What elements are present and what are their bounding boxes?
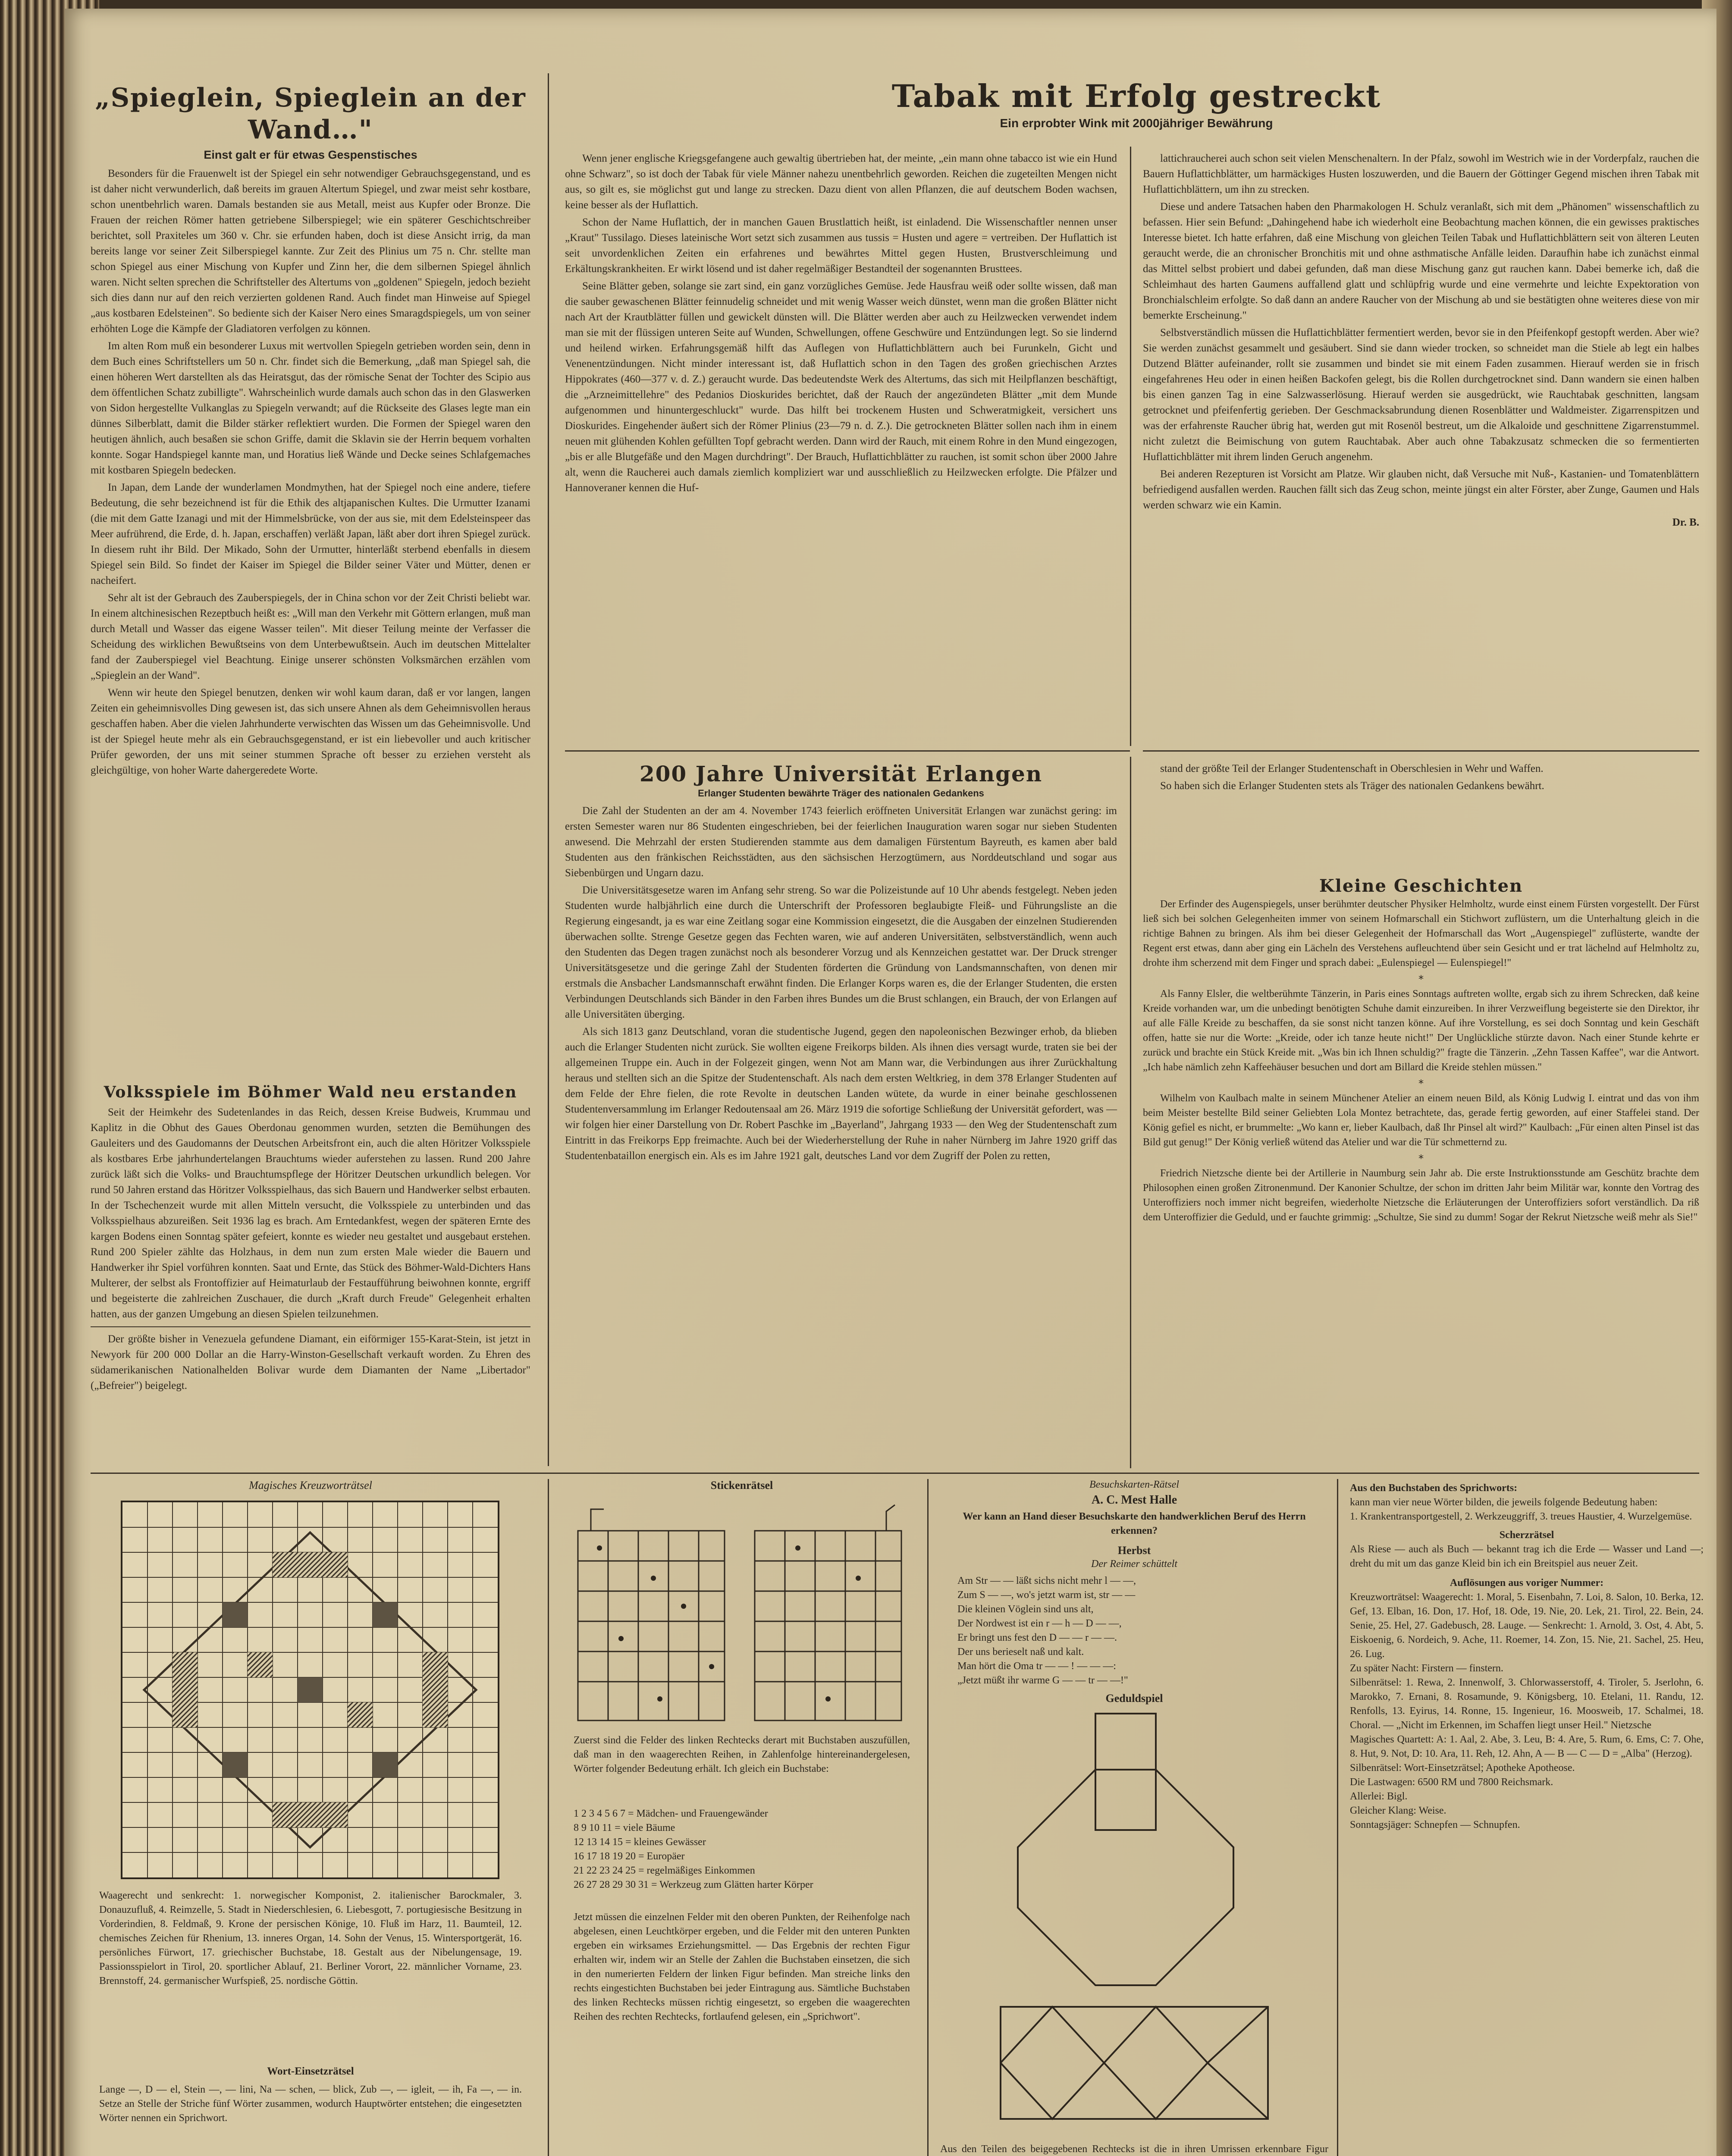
herbst-poem — [957, 1574, 1328, 1688]
visit-question: Wer kann an Hand dieser Besuchskarte den handwerklichen Beruf des Herrn erkennen? — [963, 1511, 1306, 1536]
column-rule — [548, 73, 549, 1466]
column-rule — [1337, 1479, 1338, 2156]
paragraph: lattichraucherei auch schon seit vielen Menschenaltern. In der Pfalz, sowohl im Westrich wie in der Vorderpfalz, rauchen die Bauern Huflattichblätter, um harmäckiges Husten loszuwerden, und die Bauern der Göttinger Gegend mischen ihren Tabak mit Huflattichblättern, um ihn zu strecken. — [1143, 153, 1699, 195]
stick-row: 26 27 28 29 30 31 = Werkzeug zum Glätten harter Körper — [574, 1879, 813, 1890]
paragraph: Sehr alt ist der Gebrauch des Zauberspiegels, der in China schon vor der Zeit Christi beliebt war. In einem altchinesischen Rezeptbuch heißt es: „Will man den Verkehr mit Göttern erlangen, muß man durch Metall und Wasser das eigene Wasser teilen". Mit dieser Teilung meinte der Verfasser die Scheidung des wirklichen Bewußtseins von dem Unterbewußtsein. Auch im deutschen Mittelalter fand der Zauberspiegel viel Beachtung. Einige unserer schönsten Volksmärchen erzählen vom „Spieglein an der Wand". — [91, 592, 530, 681]
puzzle-title: Scherzrätsel — [1499, 1529, 1554, 1541]
column-rule — [548, 1479, 549, 2156]
paragraph: Wenn jener englische Kriegsgefangene auch gewaltig übertrieben hat, der meinte, „ein mann ohne tabacco ist wie ein Hund ohne Schwarz", so ist doch der Tabak für viele Männer nahezu unentbehrlich geworden. Reichen die zugeteilten Mengen nicht aus, so gilt es, sie möglichst gut und lange zu strecken. Dazu dient von allen Pflanzen, die auf deutschem Boden wachsen, keine besser als der Huflattich. — [565, 153, 1117, 211]
stick-row: 12 13 14 15 = kleines Gewässer — [574, 1836, 706, 1848]
article-title: Volksspiele im Böhmer Wald neu erstanden — [104, 1083, 518, 1101]
article-subtitle: Einst galt er für etwas Gespenstisches — [204, 148, 417, 161]
solution-entry: Allerlei: Bigl. — [1350, 1791, 1408, 1802]
article-title: Tabak mit Erfolg gestreckt — [891, 78, 1381, 114]
solution-entry: Gleicher Klang: Weise. — [1350, 1805, 1446, 1816]
geduld-instructions: Aus den Teilen des beigegebenen Rechtecks ist die in ihren Umrissen erkennbare Figur — [940, 2143, 1328, 2155]
poem-line: „Jetzt müßt ihr warme G — — tr — —!" — [957, 1675, 1128, 1686]
separator-star: * — [1418, 1078, 1424, 1090]
solution-entry: Sonntagsjäger: Schnepfen — Schnupfen. — [1350, 1819, 1520, 1830]
paragraph: Die Zahl der Studenten an der am 4. November 1743 feierlich eröffneten Universität Erlangen war zunächst gering: im ersten Semester waren nur 86 Studenten eingeschrieben, bei der feierlichen Inauguration waren sogar nur sieben Studenten anwesend. Die Mehrzahl der ersten Studierenden stammte aus dem damaligen Fürstentum Bayreuth, es kamen aber bald Studenten aus den fränkischen Reichsstädten, aus den sächsischen Herzogtümern, aus Norddeutschland und sogar aus Siebenbürgen und Ungarn dazu. — [565, 805, 1117, 879]
separator-star: * — [1418, 973, 1424, 985]
stick-rows — [574, 1807, 910, 1892]
puzzle-subtitle: Der Reimer schüttelt — [1091, 1558, 1177, 1570]
paragraph: Die Universitätsgesetze waren im Anfang sehr streng. So war die Polizeistunde auf 10 Uhr abends festgelegt. Neben jeden Studenten wurde halbjährlich eine durch die Unterschrift der Professoren beglaubigte Fleiß- und Führungsliste an die Regierung eingesandt, ja es war eine Zeitlang sogar eine Kommission eingesetzt, die die Ausgaben der einzelnen Studierenden überwachen sollte. Strenge Gesetze gegen das Fechten waren, wie auf anderen Universitäten, selbstverständlich, wenn auch den Studenten das Degen tragen zunächst noch als besonderer Vorzug und als Kennzeichen gestattet war. Der Druck strenger Universitätsgesetze und die geringe Zahl der Studenten förderten die Gründung von Landsmannschaften, von denen mir erstmals die Ansbacher Landsmannschaft erwähnt finden. Die Erlanger Korps waren es, die der Erlanger Studenten, die ersten Verbindungen Deutschlands sich Bänder in den Farben ihres Bundes um die Brust schlangen, ein Brauch, der von Erlangen auf alle Universitäten überging. — [565, 884, 1117, 1020]
article-body — [91, 1105, 530, 1394]
paragraph: stand der größte Teil der Erlanger Studentenschaft in Oberschlesien in Wehr und Waffen. — [1160, 763, 1544, 774]
solution-entry: Silbenrätsel: Wort-Einsetzrätsel; Apotheke Apotheose. — [1350, 1762, 1575, 1774]
wort-clues: Lange —, D — el, Stein —, — lini, Na — schen, — blick, Zub —, — igleit, — ih, Fa —, — in. Setze an Stelle der Striche fünf Wörter zusammen, wodurch Hauptwörter entstehen; die eingesetzten Wörter nennen ein Sprichwort. — [99, 2084, 522, 2124]
article-body — [565, 803, 1117, 1164]
paragraph: Als sich 1813 ganz Deutschland, voran die studentische Jugend, gegen den napoleonischen Bezwinger erhob, da blieben auch die Erlanger Studenten nicht zurück. Sie wollten eigene Freikorps bilden. Als ihnen dies versagt wurde, traten sie bei der allgemeinen Truppe ein. Auch in der Folgezeit gingen, wenn Not am Mann war, die Verbindungen aus ihrer Zurückhaltung heraus und stellten sich an die Spitze der Studentenschaft. Als nach dem ersten Weltkrieg, in dem 378 Erlanger Studenten auf dem Felde der Ehre fielen, die rote Revolte in deutschen Landen wütete, da wurde in einer beinahe geschlossenen Studentenversammlung im Erlanger Redoutensaal am 26. März 1919 die sofortige Schließung der Universität gefordert, was — wir folgen hier einer Darstellung von Dr. Robert Paschke im „Bayerland", Jahrgang 1933 — den Weg der Studentenschaft zum Eintritt in das Freikorps Epp freimachte. Auch bei der Wiederherstellung der Ruhe in naher Nürnberg im Jahre 1920 griff das Studentenbataillon energisch ein. Als es im Jahre 1921 galt, deutsches Land vor dem Zugriff der Polen zu retten, — [565, 1026, 1117, 1162]
erlangen-continued — [1143, 761, 1699, 796]
poem-line: Der Nordwest ist ein r — h — D — —, — [957, 1618, 1122, 1629]
divider — [91, 1326, 530, 1327]
poem-line: Der uns berieselt naß und kalt. — [957, 1646, 1084, 1658]
news-note: Der größte bisher in Venezuela gefundene Diamant, ein eiförmiger 155-Karat-Stein, ist jetzt in Newyork für 200 000 Dollar an die Harry-Winston-Gesellschaft verkauft worden. Zu Ehren des südamerikanischen Nationalhelden Bolivar wurde dem Diamanten der Name „Libertador" („Befreier") beigelegt. — [91, 1333, 530, 1391]
article-erlangen — [565, 761, 1117, 1166]
visiting-card: A. C. Mest Halle — [1091, 1493, 1177, 1507]
author: Dr. B. — [1672, 517, 1699, 528]
article-title: 200 Jahre Universität Erlangen — [639, 761, 1043, 787]
puzzle-title: Besuchskarten-Rätsel — [1089, 1479, 1179, 1490]
column-rule — [1130, 147, 1131, 746]
puzzle-text: Als Riese — auch als Buch — bekannt trag ich die Erde — Wasser und Land —; dreht du mit um das ganze Kleid bin ich ein Breitspiel aus neuer Zeit. — [1350, 1544, 1704, 1569]
puzzle-text: kann man vier neue Wörter bilden, die jeweils folgende Bedeutung haben: — [1350, 1497, 1658, 1508]
paragraph: So haben sich die Erlanger Studenten stets als Träger des nationalen Gedankens bewährt. — [1160, 780, 1544, 792]
solution-entry: Magisches Quartett: A: 1. Aal, 2. Abe, 3. Leu, B: 4. Are, 5. Rum, 6. Ems, C: 7. Ohe, 8. Hut, 9. Not, D: 10. Ara, 11. Reh, 12. Ahn, A — B — C — D = „Alba" (Herzog). — [1350, 1734, 1704, 1759]
article-spieglein — [91, 82, 530, 780]
tabak-col-right — [1143, 151, 1699, 530]
column-rule — [927, 1479, 929, 2156]
solution-entry: Die Lastwagen: 6500 RM und 7800 Reichsmark. — [1350, 1777, 1553, 1788]
stick-row: 21 22 23 24 25 = regelmäßiges Einkommen — [574, 1865, 755, 1876]
crossword-clues: Waagerecht und senkrecht: 1. norwegischer Komponist, 2. italienischer Barockmaler, 3. Donauzufluß, 4. Reimzelle, 5. Stadt in Niederschlesien, 6. Liebesgott, 7. portugiesische Besitzung in Vorderindien, 8. Feldmaß, 9. Krone der persischen Könige, 10. Fluß im Harz, 11. Baumteil, 12. chemisches Zeichen für Rhenium, 13. inneres Organ, 14. Sohn der Venus, 15. Wintersportgerät, 16. persönliches Fürwort, 17. griechischer Buchstabe, 18. Gestalt aus der Nibelungensage, 19. Passionsspielort in Tirol, 20. sportlicher Ablauf, 21. Berliner Vorort, 22. männlicher Vorname, 23. Brennstoff, 24. germanischer Wurfspieß, 25. nordische Göttin. — [99, 1890, 522, 1987]
paragraph: Wenn wir heute den Spiegel benutzen, denken wir wohl kaum daran, daß er vor langen, langen Zeiten ein geheimnisvolles Ding gewesen ist, das sich unsere Ahnen als dem Geheimnisvollen heraus geschaffen haben. Aber die vielen Jahrhunderte verwischten das Wissen um das Geheimnisvolle. Und ist der Spiegel heute mehr als ein Gebrauchsgegenstand, er ist ein liebevoller und auch kritischer Prüfer geworden, der uns mit seiner stummen Sprache oft besser zu erziehen versteht als gleichgültige, von hoher Warte dahergeredete Worte. — [91, 687, 530, 776]
article-subtitle: Erlanger Studenten bewährte Träger des nationalen Gedankens — [698, 788, 984, 799]
paragraph: In Japan, dem Lande der wunderlamen Mondmythen, hat der Spiegel noch eine andere, tiefere Bedeutung, die sehr bezeichnend ist für die Ethik des altjapanischen Kultes. Die Urmutter Izanami (die mit dem Gatte Izanagi und mit der Himmelsbrücke, von der aus sie, mit dem Edelsteinspeer das Meer aufrührend, die Erde, d. h. Japan, erschaffen) verläßt Japan, läßt aber dort ihren Spiegel zurück. In diesem ruht ihr Bild. Der Mikado, Sohn der Urmutter, hinterläßt sterbend ebenfalls in diesem Spiegel sein Bild. So findet der Kaiser im Spiegel die Bilder seiner Väter und Mütter, denen er nacheifert. — [91, 482, 530, 586]
stick-figures — [574, 1501, 910, 1725]
solution-entry: Zu später Nacht: Firstern — finstern. — [1350, 1663, 1503, 1674]
article-title: Kleine Geschichten — [1319, 876, 1523, 896]
poem-line: Die kleinen Vöglein sind uns alt, — [957, 1604, 1094, 1615]
poem-line: Man hört die Oma tr — — ! — — —: — [957, 1661, 1116, 1672]
puzzle-text: 1. Krankentransportgestell, 2. Werkzeuggriff, 3. treues Haustier, 4. Wurzelgemüse. — [1350, 1511, 1692, 1522]
solution-entry: Silbenrätsel: 1. Rewa, 2. Innenwolf, 3. Chlorwasserstoff, 4. Tiroler, 5. Jserlohn, 6. Marokko, 7. Ernani, 8. Rosamunde, 9. Königsberg, 10. Etelani, 11. Randu, 12. Renfolls, 13. Eyirus, 14. Ronne, 15. Ingenieur, 16. Moosweib, 17. Schalmei, 18. Choral. — „Nicht im Erkennen, im Schaffen liegt unser Heil." Nietzsche — [1350, 1677, 1704, 1731]
paragraph: Im alten Rom muß ein besonderer Luxus mit wertvollen Spiegeln getrieben worden sein, denn in dem Buch eines Schriftstellers um 50 n. Chr. findet sich die Bemerkung, „daß man Spiegel sah, die einen höheren Wert darstellten als das Heiratsgut, das der römische Senat der Tochter des Scipio aus dem öffentlichen Schatz zubilligte". Wahrscheinlich wurde damals auch schon das in den Glaswerken von Sidon hergestellte Vulkanglas zu Spiegeln verwandt; auf die Rückseite des Glases legte man ein dünnes Silberblatt, damit die Bilder stärker reflektiert wurden. Die Formen der Spiegel waren den heutigen ähnlich, auch besaßen sie schon Griffe, damit die Sklavin sie der Herrin bequem vorhalten konnte. Sogar Handspiegel kannte man, und Horatius ließ Wände und Decke seines Schlafgemaches mit kostbaren Spiegeln bedecken. — [91, 340, 530, 476]
article-tabak — [565, 78, 1708, 139]
paragraph: Seit der Heimkehr des Sudetenlandes in das Reich, dessen Kreise Budweis, Krummau und Kaplitz in die Obhut des Gaues Oberdonau genommen wurden, setzten die Bemühungen des Gauleiters und des Gaudomanns der Deutschen Arbeitsfront ein, auch die alten Höritzer Volksspiele als kostbares Erbe jahrhundertelangen Brauchtums wieder auferstehen zu lassen. Rund 200 Jahre zurück läßt sich die Volks- und Brauchtumspflege der Höritzer Deutschen urkundlich belegen. Vor rund 50 Jahren erstand das Höritzer Volksspielhaus, das sich Bauern und Handwerker selbst erbauten. In der Tschechenzeit wurde mit allen Mitteln versucht, die Volksspiele zu unterbinden und das Volksspielhaus abzureißen. Seit 1936 lag es brach. Am Erntedankfest, wegen der späteren Ernte des kargen Bodens einen Sonntag später gefeiert, konnte es wieder neu gestaltet und ausgebaut erstehen. Rund 200 Spieler zählte das Holzhaus, in dem nun zum ersten Male wieder die Bauern und Handwerker ihr Spiel vorführen konnten. Saat und Ernte, das Stück des Böhmer-Wald-Dichters Hans Multerer, der selbst als Frontoffizier auf Heimaturlaub der Festaufführung beiwohnen konnte, ergriff und begeisterte die zahlreichen Zuschauer, die durch „Kraft durch Freude" Gelegenheit erhalten hatten, aus der ganzen Umgebung an diesen Spielen teilzunehmen. — [91, 1106, 530, 1320]
puzzle-title: Stickenrätsel — [710, 1479, 773, 1492]
column-rule — [1130, 757, 1131, 1468]
paragraph: Als Fanny Elsler, die weltberühmte Tänzerin, in Paris eines Sonntags auftreten wollte, ergab sich zu ihrem Schrecken, daß keine Kreide vorhanden war, um die unbedingt benötigten Schuhe damit einzureiben. In ihrer Verzweiflung begeisterte sie den Direktor, ihr auf alle Fälle Kreide zu beschaffen, da sie sonst nicht tanzen könne. Auf ihre Vorstellung, es sei doch Sonntag und kein Geschäft offen, hatte sie nur die Worte: „Kreide, oder ich tanze heute nicht!" Der Unglückliche stürzte davon. Nach einer Stunde kehrte er zurück und brachte ein Stück Kreide mit. „Was bin ich Ihnen schuldig?" fragte die Tänzerin. „Zehn Tassen Kaffee", war die Antwort. „Ich habe nämlich zehn Kaffeehäuser besuchen und dort am Billard die Kreide stehlen müssen." — [1143, 988, 1699, 1073]
puzzle-title: Wort-Einsetzrätsel — [267, 2065, 354, 2077]
geduld-figures — [940, 1705, 1328, 2145]
newspaper-page — [65, 9, 1716, 2156]
paragraph: Besonders für die Frauenwelt ist der Spiegel ein sehr notwendiger Gebrauchsgegenstand, und es ist daher nicht verwunderlich, daß bereits im grauen Altertum Spiegel, und zwar meist sehr kostbare, schon unentbehrlich waren. Damals bestanden sie aus Metall, meist aus Kupfer oder Bronze. Die Frauen der reichen Römer hatten getriebene Silberspiegel; wie ein späterer Geschichtschreiber berichtet, soll Praxiteles um 360 v. Chr. sie erfunden haben, doch ist diese Ansicht irrig, da man bereits lange vor seiner Zeit Silberspiegel kannte. Zur Zeit des Plinius um 75 n. Chr. stellte man schon Spiegel aus einer Mischung von Kupfer und Zinn her, die dem silbernen Spiegel ähnlich waren. Nicht selten sprechen die Schriftsteller des Altertums von „goldenen" Spiegeln, jedoch bezieht sich dies dann nur auf den reich verzierten goldenen Rand. Auch findet man Hinweise auf Spiegel „aus kostbaren Edelsteinen". So bediente sich der Kaiser Nero eines Smaragdspiegels, um von seiner erhöhten Loge die Kämpfe der Gladiatoren verfolgen zu können. — [91, 168, 530, 335]
stick-instructions-2: Jetzt müssen die einzelnen Felder mit den oberen Punkten, der Reihenfolge nach abgelesen, einen Leuchtkörper ergeben, und die Felder mit den unteren Punkten ergeben ein wirksames Erziehungsmittel. — Das Ergebnis der rechten Figur erhalten wir, indem wir an Stelle der Zahlen die Buchstaben einsetzen, die sich in den numerierten Feldern der linken Figur befinden. Man streiche links den rechts eingestichten Buchstaben bei jeder Eintragung aus. Sämtliche Buchstaben des linken Rechtecks müssen richtig eingesetzt, so ergeben die waagerechten Reihen des rechten Rechtecks, fortlaufend gelesen, ein „Sprichwort". — [574, 1912, 910, 2022]
paragraph: Diese und andere Tatsachen haben den Pharmakologen H. Schulz veranlaßt, sich mit dem „Phänomen" wissenschaftlich zu befassen. Hier sein Befund: „Dahingehend habe ich wiederholt eine Beobachtung machen können, die ein gewisses praktisches Interesse bietet. Ich hatte erfahren, daß eine Mischung von gleichen Teilen Tabak und Huflattichblättern seit von älteren Leuten geraucht werde, die an chronischer Bronchitis mit und ohne asthmatische Anfälle leiden. Daraufhin habe ich zunächst einmal das Mittel selbst probiert und dabei gefunden, daß man diese Mischung ganz gut rauchen kann. Dabei bemerke ich, daß die Schleimhaut des harten Gaumens auffallend glatt und schlüpfrig wurde und eine vermehrte und leichte Expektoration von Bronchialschleim erfolgte. So daß dann an andere Raucher von der Mischung ab und sie bestätigten ohne weiteres diese von mir bemerkte Erscheinung." — [1143, 201, 1699, 321]
stick-row: 16 17 18 19 20 = Europäer — [574, 1851, 685, 1862]
puzzle-title: Herbst — [1117, 1544, 1151, 1557]
article-body — [1143, 897, 1699, 1225]
puzzle-title: Geduldspiel — [1105, 1692, 1163, 1705]
paragraph: Bei anderen Rezepturen ist Vorsicht am Platze. Wir glauben nicht, daß Versuche mit Nuß-, Kastanien- und Tomatenblättern befriedigend ausfallen werden. Rauchen fällt sich das Zeug schon, meinte jüngst ein alter Förster, aber Zunge, Gaumen und Hals werden schwarz wie ein Kamin. — [1143, 468, 1699, 511]
paragraph: Der Erfinder des Augenspiegels, unser berühmter deutscher Physiker Helmholtz, wurde einst einem Fürsten vorgestellt. Der Fürst ließ sich bei solchen Gelegenheiten immer von seinem Hofmarschall ein Stichwort zuflüstern, um die Unterhaltung gleich in die richtige Bahnen zu bringen. Als ihm bei dieser Gelegenheit der Hofmarschall das Wort „Augenspiegel" zuflüsterte, wandte der Regent erst etwas, dann aber ging ein Lächeln des Verstehens aufleuchtend über sein Gesicht und er trat lächelnd auf Helmholtz zu, drohte ihm scherzend mit dem Finger und sprach dabei: „Eulenspiegel — Eulenspiegel!" — [1143, 899, 1699, 968]
puzzle-title: Aus den Buchstaben des Sprichworts: — [1350, 1482, 1518, 1494]
section-rule — [1143, 750, 1699, 752]
paragraph: Seine Blätter geben, solange sie zart sind, ein ganz vorzügliches Gemüse. Jede Hausfrau weiß oder sollte wissen, daß man die sauber gewaschenen Blätter feinnudelig schneidet und mit wenig Wasser weich dünstet, wenn man die großen Blätter nicht nach Art der Krautblätter füllen und gewickelt dünsten will. Die Blätter werden aber auch zu Heilzwecken verwendet indem man sie mit der flüssigen unteren Seite auf Wunden, Schwellungen, offene Geschwüre und Entzündungen legt. So sie lindernd und heilend wirken. Erfahrungsgemäß hilft das Auflegen von Huflattichblättern auch bei Furunkeln, Gicht und Venenentzündungen. Nicht minder interessant ist, daß Huflattich schon in den Tagen des großen griechischen Arztes Hippokrates (460—377 v. d. Z.) geraucht wurde. Das bedeutendste Werk des Altertums, das sich mit Heilpflanzen beschäftigt, die „Arzneimittellehre" des Pedanios Dioskurides berichtet, daß der Rauch der angezündeten Blätter „mit dem Munde aufgenommen und hinuntergeschluckt" wurde. Das hilft bei trockenem Husten und Schweratmigkeit, versichert uns Dioskurides. Eingehender äußert sich der Römer Plinius (23—79 n. d. Z.). Die getrockneten Blätter sollen nach ihm in einem neuen mit glühenden Kohlen gefüllten Topf gebracht werden. Dann wird der Rauch, mit einem Rohre in den Mund eingezogen, „bis er alle Blutgefäße und den Magen durchdringt". Der Brauch, Huflattichblätter zu rauchen, ist somit schon über 2000 Jahre alt, wenn die Raucherei auch damals ziemlich kompliziert war und ausschließlich zu Heilzwecken erfolgte. Die Pfälzer und Hannoveraner kennen die Huf- — [565, 280, 1117, 494]
paragraph: Schon der Name Huflattich, der in manchen Gauen Brustlattich heißt, ist einladend. Die Wissenschaftler nennen unser „Kraut" Tussilago. Dieses lateinische Wort setzt sich zusammen aus tussis = Husten und agere = vertreiben. Der Huflattich ist seit unvordenklichen Zeiten ein erfahrenes und bewährtes Mittel gegen Husten, Brustverschleimung und Erkältungskrankheiten. Er wirkt lösend und ist daher regelmäßiger Bestandteil der sogenannten Brusttees. — [565, 216, 1117, 275]
article-volksspiele — [91, 1082, 530, 1395]
paragraph: Selbstverständlich müssen die Huflattichblätter fermentiert werden, bevor sie in den Pfeifenkopf gestopft werden. Aber wie? Sie werden zunächst gesammelt und gesäubert. Sind sie dann wieder trocken, so schneidet man die Stiele ab legt ein halbes Dutzend Blätter aufeinander, rollt sie zusammen und bindet sie mit einem Faden zusammen. Hierauf werden sie in frisch eingefahrenes Heu oder in einen heißen Backofen gelegt, bis die Rollen durchgetrocknet sind. Dann wandern sie einen halben bis einen ganzen Tag in eine Salzwasserlösung. Hierauf werden sie ausgedrückt, wie Rauchtabak geschnitten, langsam getrocknet und pfeifenfertig gerieben. Der Geschmacksabrundung dienen Rosenblätter und Waldmeister. Zigarrenspitzen und was der erfahrenste Raucher übrig hat, werden gut mit Rosenöl bestreut, um die Alkaloide und geschnittene Zigarrenstummel. nicht zuletzt die Beimischung von gutem Rauchtabak. Aber auch ohne Tabakzusatz schmecken die so fermentierten Huflattichblätter mit ihrem linden Geruch angenehm. — [1143, 327, 1699, 463]
poem-line: Er bringt uns fest den D — — r — —. — [957, 1632, 1117, 1643]
paragraph: Friedrich Nietzsche diente bei der Artillerie in Naumburg sein Jahr ab. Die erste Instruktionsstunde am Geschütz brachte dem Philosophen einen großen Zitronenmund. Der Kanonier Schultze, der schon im dritten Jahr beim Militär war, konnte den Vortrag des Unteroffiziers noch immer nicht begreifen, wiederholte Nietzsche die Erläuterungen der Unteroffiziers sofort verständlich. Da riß dem Unteroffizier die Geduld, und er fauchte grimmig: „Schultze, Sie sind zu dumm! Sogar der Rekrut Nietzsche weiß mehr als Sie!" — [1143, 1168, 1699, 1223]
poem-line: Zum S — —, wo's jetzt warm ist, str — — — [957, 1589, 1136, 1601]
separator-star: * — [1418, 1153, 1424, 1165]
solutions-title: Auflösungen aus voriger Nummer: — [1450, 1577, 1604, 1589]
stick-row: 8 9 10 11 = viele Bäume — [574, 1822, 675, 1833]
article-body — [91, 166, 530, 778]
crossword-grid — [121, 1501, 499, 1879]
article-kleine-geschichten — [1143, 875, 1699, 1226]
tabak-col-left — [565, 151, 1117, 498]
article-subtitle: Ein erprobter Wink mit 2000jähriger Bewährung — [1000, 116, 1273, 130]
stick-instructions: Zuerst sind die Felder des linken Rechtecks derart mit Buchstaben auszufüllen, daß man in den waagerechten Reihen, in Zahlenfolge hintereinandergelesen, Wörter folgender Bedeutung erhält. Ich gleich ein Buchstabe: — [574, 1735, 910, 1774]
paragraph: Wilhelm von Kaulbach malte in seinem Münchener Atelier an einem neuen Bild, als König Ludwig I. eintrat und das von ihm beim Meister bestellte Bild seiner Geliebten Lola Montez betrachtete, das, gerade fertig geworden, auf einer Staffelei stand. Der König gefiel es nicht, er brummelte: „Wo kann er, lieber Kaulbach, daß Ihr Pinsel alt wird?" Kaulbach: „Für einen alten Pinsel ist das Bild gut genug!" Der König verließ wütend das Atelier und war die Tür schmetternd zu. — [1143, 1093, 1699, 1148]
right-puzzles — [1350, 1481, 1704, 1832]
stick-row: 1 2 3 4 5 6 7 = Mädchen- und Frauengewänder — [574, 1808, 768, 1819]
puzzle-title: Magisches Kreuzworträtsel — [249, 1479, 372, 1492]
middle-puzzles — [940, 1479, 1328, 2156]
crossword-puzzle — [91, 1479, 530, 2124]
article-title: „Spieglein, Spieglein an der Wand…" — [95, 83, 526, 145]
stickenraetsel — [565, 1479, 919, 2022]
crossword-svg — [122, 1502, 498, 1877]
section-rule — [91, 1473, 1699, 1474]
poem-line: Am Str — — läßt sichs nicht mehr l — —, — [957, 1575, 1136, 1586]
section-rule — [565, 750, 1130, 752]
solution-entry: Kreuzworträtsel: Waagerecht: 1. Moral, 5. Eisenbahn, 7. Loi, 8. Salon, 10. Berka, 12. Gef, 13. Elban, 16. Don, 17. Hof, 18. Ode, 19. Nie, 20. Lek, 21. Tirol, 22. Bein, 24. Senie, 25. Hel, 27. Gadebusch, 28. Lauge. — Senkrecht: 1. Arnold, 3. Ost, 4. Abt, 5. Eiskoenig, 6. Nordeich, 9. Ache, 11. Roemer, 14. Zon, 15. Nie, 21. Sachel, 25. Heu, 26. Lug. — [1350, 1592, 1704, 1660]
